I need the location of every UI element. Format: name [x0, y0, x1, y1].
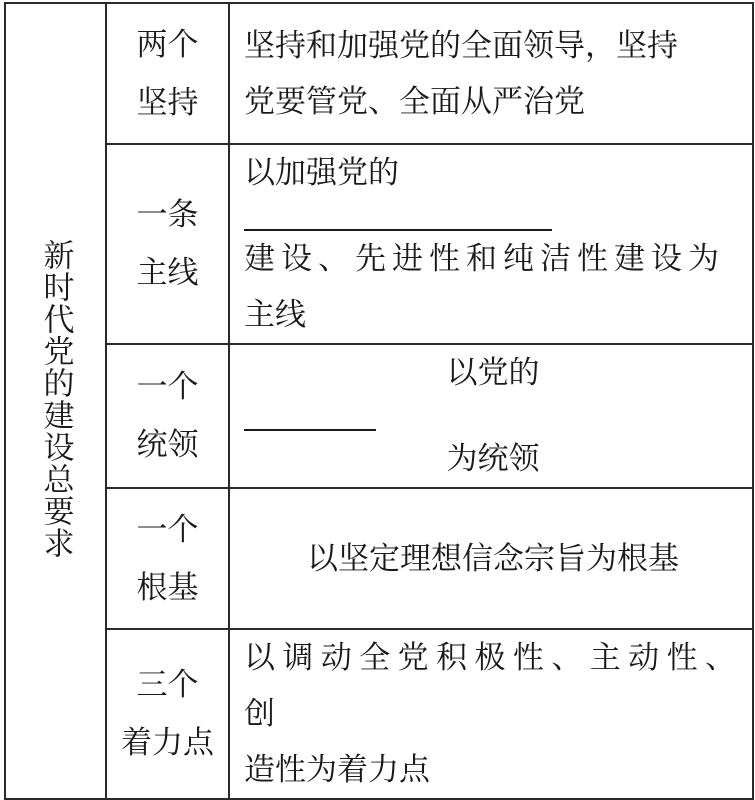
label-line: 统领: [136, 427, 199, 463]
label-line: 两个: [136, 26, 199, 63]
content-line: 以调动全党积极性、主动性、创: [244, 640, 742, 732]
label-cell-one-foundation: [106, 488, 229, 629]
content-line: 党要管党、全面从严治党: [244, 83, 585, 120]
label-line: 着力点: [121, 725, 214, 761]
content-line: 造性为着力点: [244, 752, 430, 788]
label-line: 三个: [136, 667, 199, 703]
content-cell-main-line: [229, 144, 753, 344]
content-line-with-blank: [244, 345, 742, 487]
row-header-cell: [5, 3, 106, 799]
row-header-text: 新时代党的建设总要求: [37, 239, 74, 559]
content-line: 以坚定理想信念宗旨为根基: [307, 540, 679, 577]
label-cell-three-focus-points: [106, 629, 229, 799]
label-line: 一个: [136, 511, 199, 548]
label-cell-one-guidance: [106, 344, 229, 488]
fill-in-blank[interactable]: [244, 401, 376, 431]
fill-in-blank[interactable]: [244, 201, 552, 231]
label-line: 根基: [136, 569, 199, 606]
label-line: 主线: [136, 255, 199, 291]
content-line: 建设、先进性和纯洁性建设为: [244, 241, 725, 277]
content-prefix: 以加强党的: [244, 155, 399, 191]
content-cell-one-guidance: [229, 344, 753, 488]
content-cell-three-focus-points: [229, 629, 753, 799]
table-row: [5, 144, 753, 344]
content-line-with-blank: [244, 145, 742, 231]
content-cell-two-adherences: [229, 3, 753, 144]
table-row: [5, 629, 753, 799]
label-cell-main-line: [106, 144, 229, 344]
content-suffix: 为统领: [446, 441, 540, 477]
label-line: 一个: [136, 369, 199, 405]
table-row: [5, 344, 753, 488]
content-cell-one-foundation: [229, 488, 753, 629]
table-row: [5, 3, 753, 144]
label-line: 一条: [136, 197, 199, 233]
content-prefix: 以党的: [446, 355, 540, 391]
party-building-requirements-table: [4, 2, 754, 800]
content-line: 坚持和加强党的全面领导，坚持: [244, 27, 678, 64]
label-cell-two-adherences: [106, 3, 229, 144]
label-line: 坚持: [136, 84, 199, 121]
table-row: [5, 488, 753, 629]
content-line: 主线: [244, 297, 306, 333]
